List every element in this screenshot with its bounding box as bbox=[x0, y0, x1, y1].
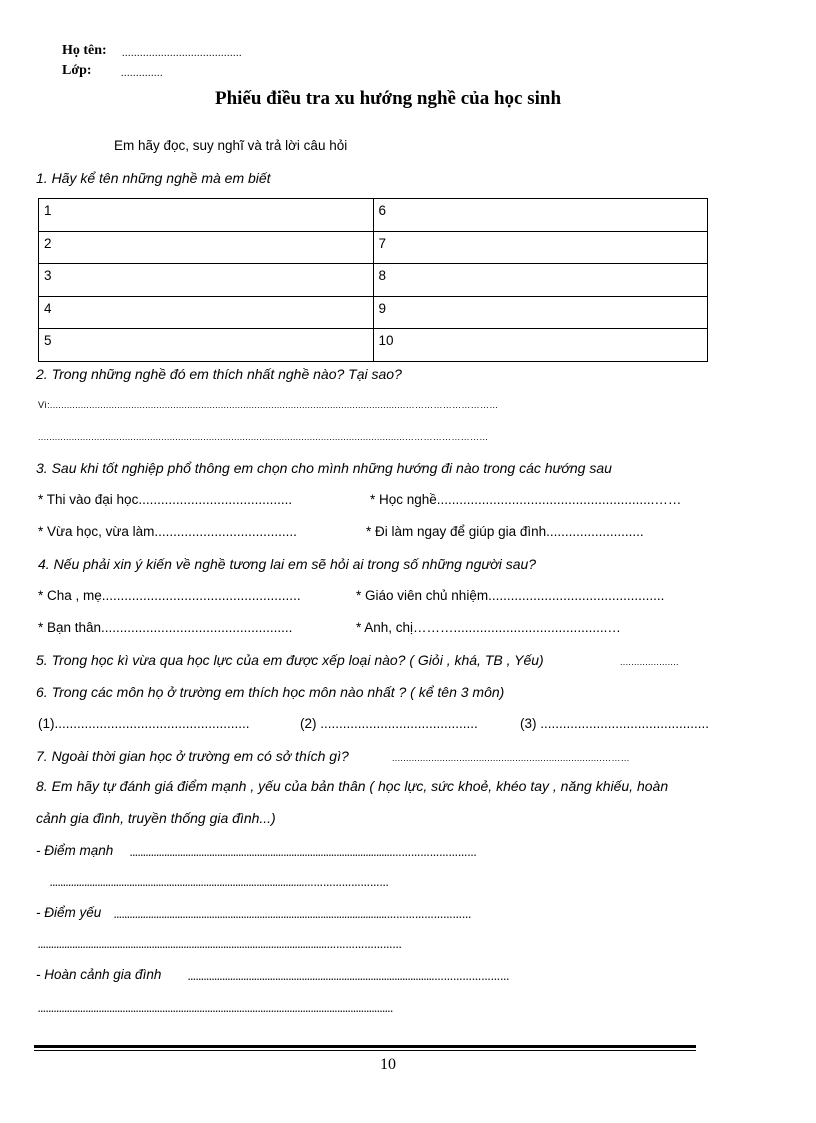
question-3: 3. Sau khi tốt nghiệp phổ thông em chọn cho mình những hướng đi nào trong các hướng sau bbox=[36, 460, 612, 476]
option-parents[interactable]: * Cha , mẹ..................................................... bbox=[38, 588, 301, 603]
answer-2-line-2[interactable]: ...................................................................................................................................……………………… bbox=[38, 432, 489, 442]
class-field[interactable]: .............. bbox=[121, 68, 163, 79]
name-label: Họ tên: bbox=[62, 43, 107, 58]
table-row bbox=[39, 199, 708, 232]
jobs-table bbox=[38, 198, 708, 362]
strengths-label: - Điểm mạnh bbox=[36, 843, 114, 858]
strengths-line-2[interactable]: ................................................................................................……………………… bbox=[50, 878, 389, 888]
class-label: Lớp: bbox=[62, 63, 92, 78]
weaknesses-line-2[interactable]: .............................................................................................................…………………… bbox=[38, 940, 403, 950]
subject-2-field[interactable]: (2) .......................................... bbox=[300, 716, 478, 731]
question-8: 8. Em hãy tự đánh giá điểm mạnh , yếu của bản thân ( học lực, sức khoẻ, khéo tay , năng khiếu, hoàn bbox=[36, 778, 669, 794]
answer-2-line-1[interactable]: Vì:...............................................................................................................................………………………… bbox=[38, 400, 499, 410]
question-1: 1. Hãy kể tên những nghề mà em biết bbox=[36, 170, 271, 186]
table-cell[interactable]: 6 bbox=[373, 199, 708, 232]
table-row bbox=[39, 264, 708, 297]
answer-7-field[interactable]: ...........................................................................……… bbox=[392, 753, 630, 763]
question-7: 7. Ngoài thời gian học ở trường em có sở thích gì? bbox=[36, 748, 349, 764]
option-homeroom-teacher[interactable]: * Giáo viên chủ nhiệm............................................... bbox=[356, 588, 665, 603]
subject-1-field[interactable]: (1).................................................... bbox=[38, 716, 250, 731]
weaknesses-label: - Điểm yếu bbox=[36, 905, 102, 920]
question-6: 6. Trong các môn họ ở trường em thích học môn nào nhất ? ( kể tên 3 môn) bbox=[36, 684, 505, 700]
table-cell[interactable]: 7 bbox=[373, 231, 708, 264]
table-row bbox=[39, 296, 708, 329]
family-line-1[interactable]: .............................................................................................…………………… bbox=[188, 972, 510, 982]
question-5: 5. Trong học kì vừa qua học lực của em được xếp loại nào? ( Giỏi , khá, TB , Yếu) bbox=[36, 652, 544, 668]
name-field[interactable]: ........................................ bbox=[122, 48, 242, 59]
table-cell[interactable]: 3 bbox=[39, 264, 374, 297]
option-university[interactable]: * Thi vào đại học......................................... bbox=[38, 492, 293, 507]
family-label: - Hoàn cảnh gia đình bbox=[36, 967, 162, 982]
option-work-now[interactable]: * Đi làm ngay để giúp gia đình.......................... bbox=[366, 524, 644, 539]
table-cell[interactable]: 1 bbox=[39, 199, 374, 232]
page-number: 10 bbox=[380, 1056, 396, 1073]
answer-5-field[interactable]: ..................... bbox=[620, 657, 679, 667]
table-row bbox=[39, 329, 708, 362]
option-siblings[interactable]: * Anh, chị……….........................................… bbox=[356, 620, 621, 635]
table-cell[interactable]: 9 bbox=[373, 296, 708, 329]
page-title: Phiếu điều tra xu hướng nghề của học sinh bbox=[214, 88, 562, 109]
subject-3-field[interactable]: (3) ............................................. bbox=[520, 716, 710, 731]
table-cell[interactable]: 4 bbox=[39, 296, 374, 329]
option-best-friend[interactable]: * Bạn thân................................................... bbox=[38, 620, 293, 635]
table-cell[interactable]: 2 bbox=[39, 231, 374, 264]
strengths-line-1[interactable]: ...................................................................................................……………………… bbox=[130, 848, 477, 858]
intro-text: Em hãy đọc, suy nghĩ và trả lời câu hỏi bbox=[114, 138, 348, 153]
question-8-cont: cảnh gia đình, truyền thống gia đình...) bbox=[36, 810, 276, 826]
weaknesses-line-1[interactable]: .......................................................................................................……………………… bbox=[114, 910, 472, 920]
footer-rule-thin bbox=[34, 1050, 696, 1051]
option-study-and-work[interactable]: * Vừa học, vừa làm...................................... bbox=[38, 524, 297, 539]
question-2: 2. Trong những nghề đó em thích nhất nghề nào? Tại sao? bbox=[36, 366, 402, 382]
option-vocational[interactable]: * Học nghề..........................................................…… bbox=[370, 492, 682, 507]
table-row bbox=[39, 231, 708, 264]
footer-rule bbox=[34, 1045, 696, 1048]
family-line-2[interactable]: ...................................................................................................................................... bbox=[38, 1004, 394, 1014]
table-cell[interactable]: 10 bbox=[373, 329, 708, 362]
table-cell[interactable]: 8 bbox=[373, 264, 708, 297]
table-cell[interactable]: 5 bbox=[39, 329, 374, 362]
question-4: 4. Nếu phải xin ý kiến về nghề tương lai em sẽ hỏi ai trong số những người sau? bbox=[38, 556, 537, 572]
